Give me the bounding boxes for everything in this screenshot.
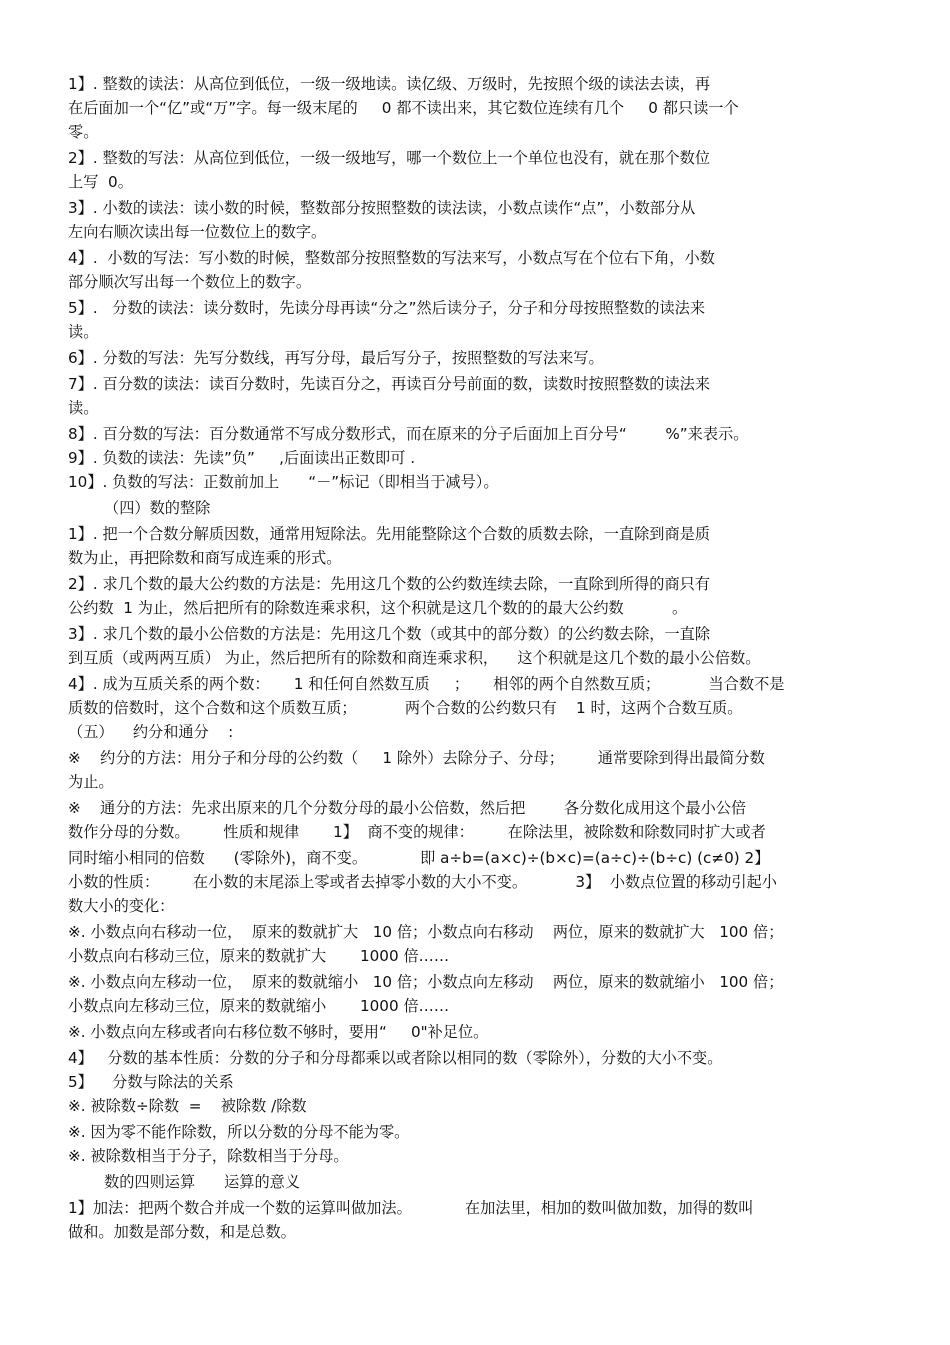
line-reading-percent: 7】. 百分数的读法：读百分数时，先读百分之，再读百分号前面的数，读数时按照整数的读法来 <box>68 375 711 393</box>
line-lcm: 3】. 求几个数的最小公倍数的方法是：先用这几个数（或其中的部分数）的公约数去除，一直除 <box>68 625 711 643</box>
section-heading-divisibility: （四）数的整除 <box>104 499 211 517</box>
line-move-left: ※. 小数点向左移动一位， 原来的数就缩小 10 倍；小数点向左移动 两位，原来的数就缩小 100 倍； <box>68 973 784 991</box>
line-reading-decimals: 3】. 小数的读法：读小数的时候，整数部分按照整数的读法读，小数点读作“点”，小数部分从 <box>68 199 696 217</box>
line-quotient-rule: 数作分母的分数。 性质和规律 1】 商不变的规律： 在除法里，被除数和除数同时扩大或者 <box>68 823 766 841</box>
line: 在后面加一个“亿”或“万”字。每一级末尾的 0 都不读出来，其它数位连续有几个 0 都只读一个 <box>68 99 739 117</box>
line-quotient-formula: 同时缩小相同的倍数 (零除外)，商不变。 即 a÷b=(a×c)÷(b×c)=(a÷c)÷(b÷c) (c≠0) 2】 <box>68 849 770 867</box>
line: 公约数 1 为止，然后把所有的除数连乘求积，这个积就是这几个数的的最大公约数 。 <box>68 599 688 617</box>
line: ※. 因为零不能作除数，所以分数的分母不能为零。 <box>68 1123 410 1141</box>
line: 上写 0。 <box>68 173 133 191</box>
line-fraction-division: 5】 分数与除法的关系 <box>68 1073 234 1091</box>
line-writing-decimals: 4】. 小数的写法：写小数的时候，整数部分按照整数的写法来写，小数点写在个位右下角，小数 <box>68 249 715 267</box>
line-reduction-method: ※ 约分的方法：用分子和分母的公约数（ 1 除外）去除分子、分母； 通常要除到得出最简分数 <box>68 749 765 767</box>
section-heading-reduction: （五） 约分和通分 : <box>68 723 234 741</box>
line-writing-fractions: 6】. 分数的写法：先写分数线，再写分母，最后写分子，按照整数的写法来写。 <box>68 349 604 367</box>
line: ※. 被除数÷除数 = 被除数 /除数 <box>68 1097 307 1115</box>
line: 到互质（或两两互质） 为止，然后把所有的除数和商连乘求积， 这个积就是这几个数的最小公倍数。 <box>68 649 761 667</box>
line-common-denominator: ※ 通分的方法：先求出原来的几个分数分母的最小公倍数，然后把 各分数化成用这个最小公倍 <box>68 799 747 817</box>
line: 数大小的变化： <box>68 897 175 915</box>
line-fraction-property: 4】 分数的基本性质：分数的分子和分母都乘以或者除以相同的数（零除外），分数的大小不变。 <box>68 1049 723 1067</box>
line-reading-integers: 1】. 整数的读法：从高位到低位，一级一级地读。读亿级、万级时，先按照个级的读法去读，再 <box>68 75 711 93</box>
line: 小数点向左移动三位，原来的数就缩小 1000 倍…… <box>68 997 450 1015</box>
line-addition: 1】加法：把两个数合并成一个数的运算叫做加法。 在加法里，相加的数叫做加数，加得的数叫 <box>68 1199 754 1217</box>
line-reading-negative: 9】. 负数的读法：先读”负” ,后面读出正数即可 . <box>68 449 416 467</box>
section-heading-operations: 数的四则运算 运算的意义 <box>104 1173 301 1191</box>
line: ※. 被除数相当于分子，除数相当于分母。 <box>68 1147 349 1165</box>
line: 零。 <box>68 123 99 141</box>
line-decimal-property: 小数的性质： 在小数的末尾添上零或者去掉零小数的大小不变。 3】 小数点位置的移动引起小 <box>68 873 777 891</box>
line-coprime: 4】. 成为互质关系的两个数： 1 和任何自然数互质 ； 相邻的两个自然数互质； 当合数不是 <box>68 675 785 693</box>
line: 为止。 <box>68 773 114 791</box>
line: 读。 <box>68 323 99 341</box>
line-pad-zeros: ※. 小数点向左移或者向右移位数不够时，要用“ 0"补足位。 <box>68 1023 489 1041</box>
line: 质数的倍数时，这个合数和这个质数互质； 两个合数的公约数只有 1 时，这两个合数互质。 <box>68 699 743 717</box>
line-reading-fractions: 5】. 分数的读法：读分数时，先读分母再读“分之”然后读分子，分子和分母按照整数的读法来 <box>68 299 706 317</box>
line: 做和。加数是部分数，和是总数。 <box>68 1223 296 1241</box>
line: 部分顺次写出每一个数位上的数字。 <box>68 273 311 291</box>
line: 数为止，再把除数和商写成连乘的形式。 <box>68 549 342 567</box>
line-writing-integers: 2】. 整数的写法：从高位到低位，一级一级地写，哪一个数位上一个单位也没有，就在那个数位 <box>68 149 711 167</box>
line: 小数点向右移动三位，原来的数就扩大 1000 倍…… <box>68 947 450 965</box>
line-prime-factorization: 1】. 把一个合数分解质因数，通常用短除法。先用能整除这个合数的质数去除，一直除到商是质 <box>68 525 711 543</box>
line-gcd: 2】. 求几个数的最大公约数的方法是：先用这几个数的公约数连续去除，一直除到所得的商只有 <box>68 575 711 593</box>
line-writing-negative: 10】. 负数的写法：正数前加上 “－”标记（即相当于减号）。 <box>68 473 499 491</box>
line-writing-percent: 8】. 百分数的写法：百分数通常不写成分数形式，而在原来的分子后面加上百分号“ %”来表示。 <box>68 425 749 443</box>
line: 读。 <box>68 399 99 417</box>
line: 左向右顺次读出每一位数位上的数字。 <box>68 223 327 241</box>
line-move-right: ※. 小数点向右移动一位， 原来的数就扩大 10 倍；小数点向右移动 两位，原来的数就扩大 100 倍； <box>68 923 784 941</box>
